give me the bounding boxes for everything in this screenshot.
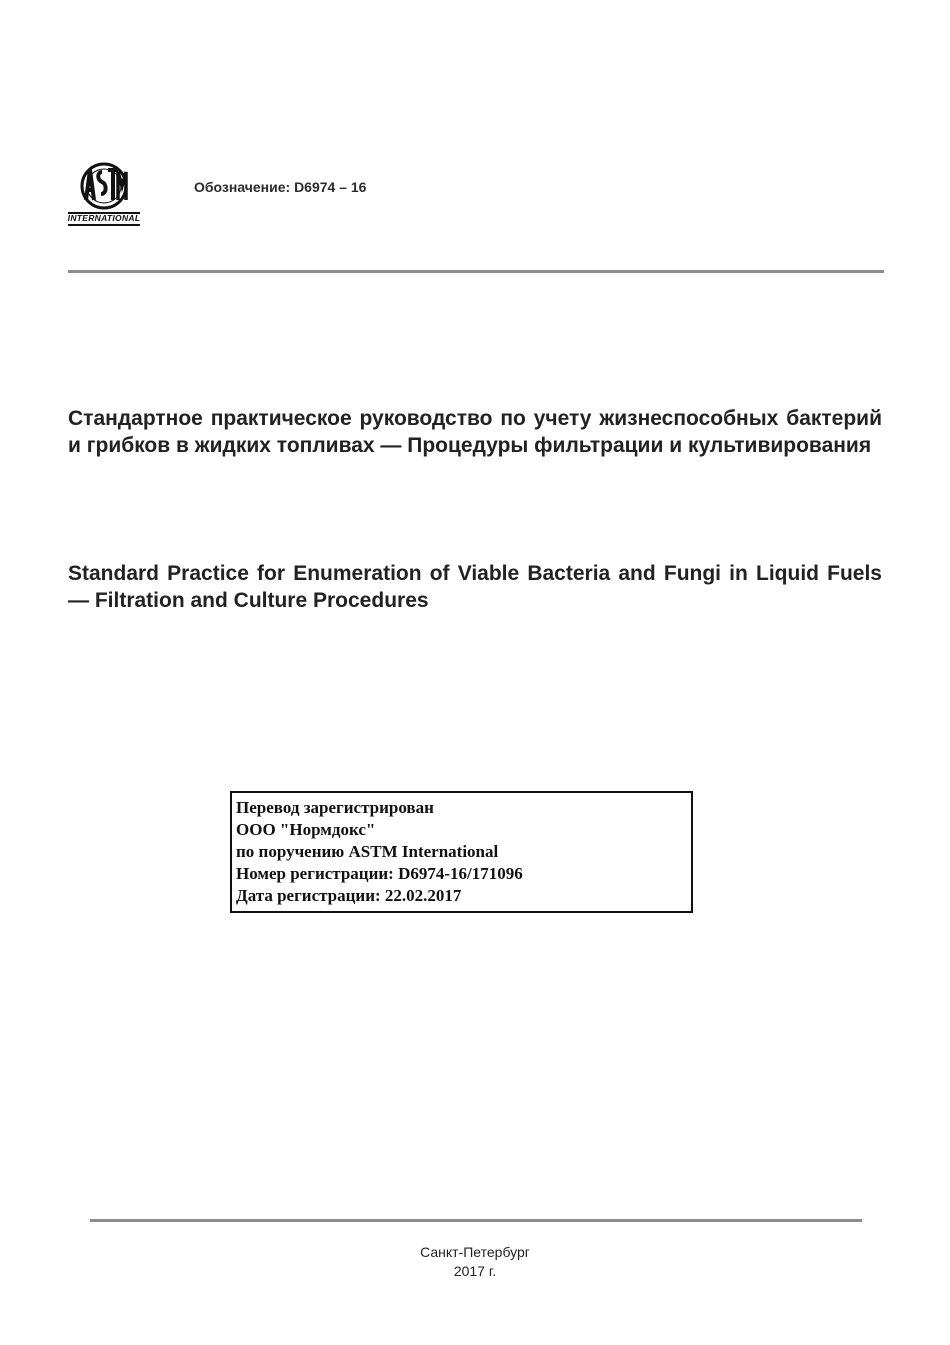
registration-line-number: Номер регистрации: D6974-16/171096	[236, 864, 523, 883]
title-english: Standard Practice for Enumeration of Viable Bacteria and Fungi in Liquid Fuels — Filtration and Culture Procedures	[68, 562, 882, 612]
document-designation: Обозначение: D6974 – 16	[194, 179, 367, 195]
footer-year: 2017 г.	[453, 1263, 497, 1279]
registration-line-status: Перевод зарегистрирован	[236, 798, 434, 817]
header-divider	[68, 270, 884, 273]
footer	[0, 1243, 950, 1281]
astm-logo	[66, 160, 142, 228]
footer-divider	[90, 1219, 862, 1222]
registration-line-company: ООО "Нормдокс"	[236, 820, 376, 839]
registration-line-commission: по поручению ASTM International	[236, 842, 499, 861]
registration-box	[230, 791, 693, 913]
astm-logo-wordmark: INTERNATIONAL	[67, 213, 141, 223]
title-russian: Стандартное практическое руководство по учету жизнеспособных бактерий и грибков в жидких топливах — Процедуры фильтрации и культивирования	[68, 407, 882, 457]
registration-line-date: Дата регистрации: 22.02.2017	[236, 886, 462, 905]
footer-city: Санкт-Петербург	[420, 1244, 530, 1260]
